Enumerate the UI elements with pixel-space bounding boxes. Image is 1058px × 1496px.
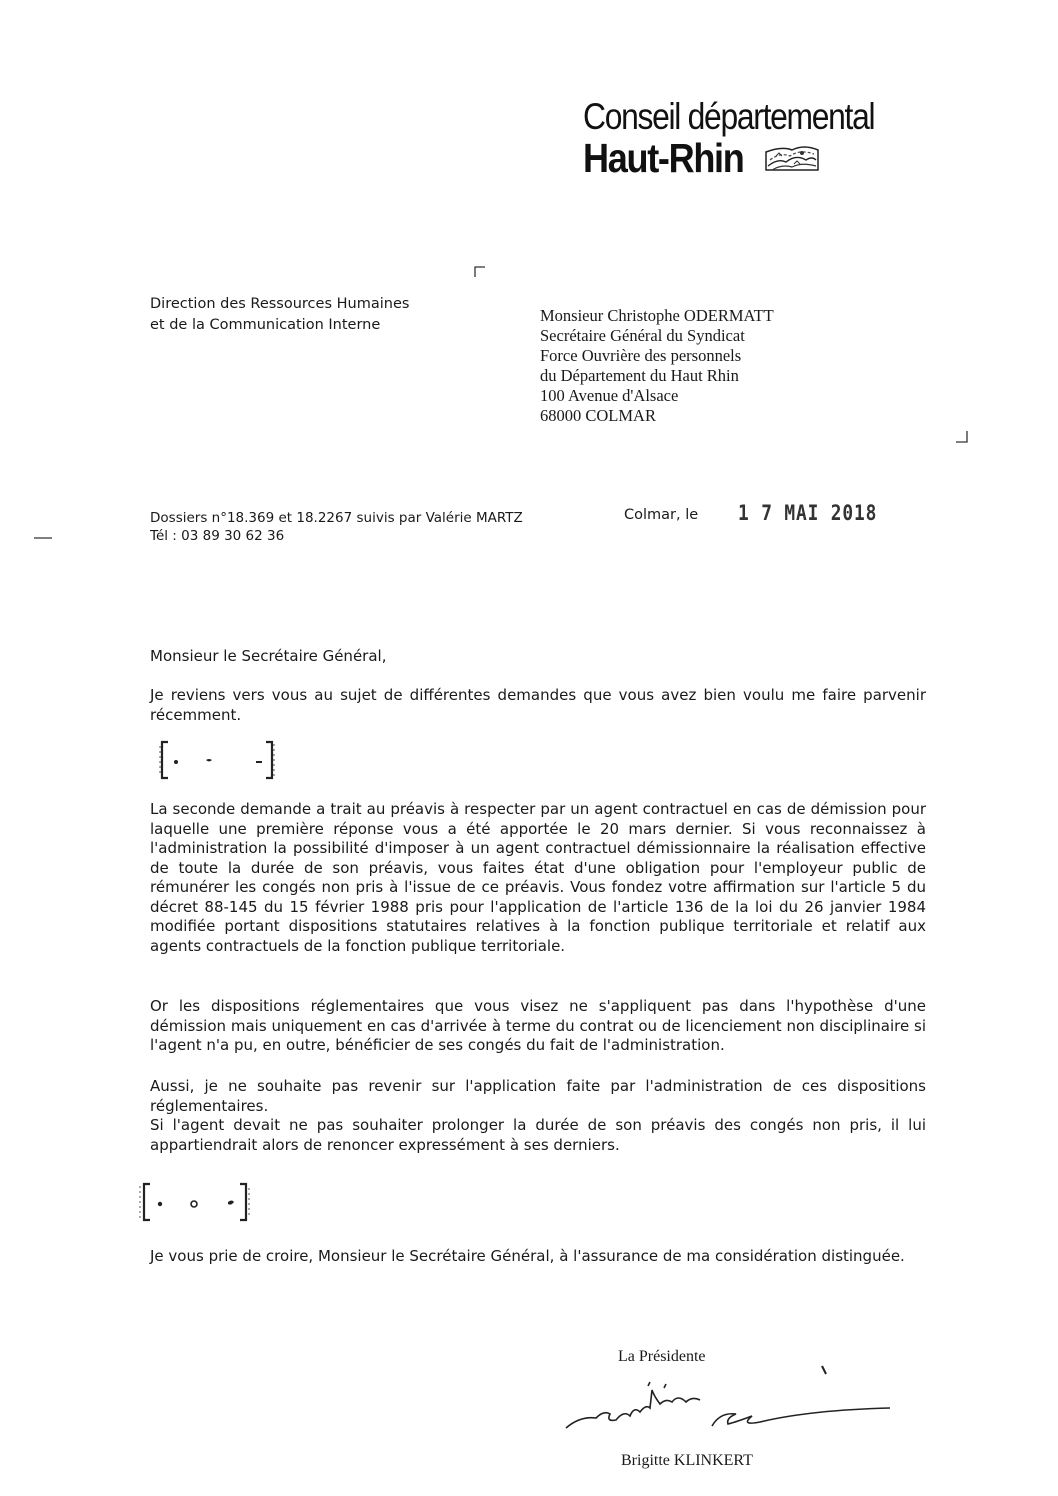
landscape-hills-icon (752, 140, 822, 176)
reference-dossiers: Dossiers n°18.369 et 18.2267 suivis par Valérie MARTZ (150, 510, 523, 526)
reference-block (150, 509, 523, 545)
recipient-city: 68000 COLMAR (540, 406, 656, 425)
paragraph-4a: Aussi, je ne souhaite pas revenir sur l'application faite par l'administration de ces dispositions réglementaires. (150, 1077, 926, 1115)
paragraph-4 (150, 1077, 926, 1155)
paragraph-1: Je reviens vers vous au sujet de différentes demandes que vous avez bien voulu me faire parvenir récemment. (150, 686, 926, 724)
fold-mark-right (954, 430, 968, 444)
sender-line1: Direction des Ressources Humaines (150, 296, 410, 312)
date-stamp: 1 7 MAI 2018 (738, 501, 878, 525)
recipient-line2: Force Ouvrière des personnels (540, 346, 742, 365)
signatory-name: Brigitte KLINKERT (621, 1452, 753, 1469)
recipient-address (540, 306, 774, 426)
closing: Je vous prie de croire, Monsieur le Secrétaire Général, à l'assurance de ma considération distinguée. (150, 1247, 905, 1265)
handwritten-signature (560, 1360, 890, 1440)
omission-marker (156, 738, 280, 782)
recipient-name: Monsieur Christophe ODERMATT (540, 306, 774, 325)
fold-mark-top (474, 266, 486, 278)
signatory-title: La Présidente (618, 1348, 706, 1365)
letterhead-logo (583, 96, 922, 180)
sender-line2: et de la Communication Interne (150, 317, 381, 333)
paragraph-4b: Si l'agent devait ne pas souhaiter prolonger la durée de son préavis des congés non pris, il lui appartiendrait alors de renoncer expressément à ses derniers. (150, 1116, 926, 1154)
recipient-street: 100 Avenue d'Alsace (540, 386, 679, 405)
omission-marker-2 (136, 1180, 254, 1224)
recipient-line3: du Département du Haut Rhin (540, 366, 739, 385)
fold-mark-left (34, 536, 54, 540)
paragraph-3: Or les dispositions réglementaires que vous visez ne s'appliquent pas dans l'hypothèse d'une démission mais uniquement en cas d'arrivée à terme du contrat ou de licenciement non disciplinaire si l'agent n'a pu, en outre, bénéficier de ses congés du fait de l'administration. (150, 997, 926, 1054)
letterhead-line1: Conseil départemental (583, 96, 875, 137)
reference-phone: Tél : 03 89 30 62 36 (150, 528, 285, 544)
recipient-line1: Secrétaire Général du Syndicat (540, 326, 745, 345)
sender-department (150, 294, 409, 336)
salutation: Monsieur le Secrétaire Général, (150, 647, 387, 665)
date-label: Colmar, le (624, 507, 699, 523)
paragraph-2: La seconde demande a trait au préavis à respecter par un agent contractuel en cas de démission pour laquelle une première réponse vous a été apportée le 20 mars dernier. Si vous reconnaissez à l'administration la possibilité d'imposer à un agent contractuel démissionnaire la réalisation effective de toute la durée de son préavis, vous faites état d'une obligation pour l'employeur public de rémunérer les congés non pris à l'issue de ce préavis. Vous fondez votre affirmation sur l'article 5 du décret 88-145 du 15 février 1988 pris pour l'application de l'article 136 de la loi du 26 janvier 1984 modifiée portant dispositions statutaires relatives à la fonction publique territoriale et relatif aux agents contractuels de la fonction publique territoriale. (150, 800, 926, 955)
letterhead-line2: Haut-Rhin (583, 135, 744, 181)
